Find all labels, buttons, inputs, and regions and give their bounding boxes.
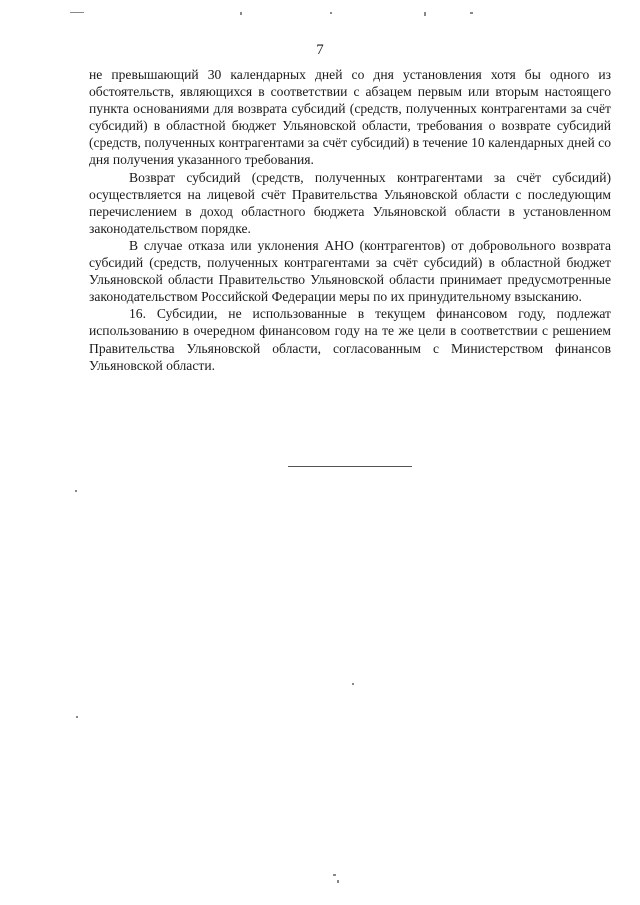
paragraph-continuation: не превышающий 30 календарных дней со дня установления хотя бы одного из обстоятельств, являющихся в соответствии с абзацем первым или вторым настоящего пункта основаниями для возврата субсидий (средств, полученных контрагентами за счёт субсидий) в областной бюджет Ульяновской области, требования о возврате субсидий (средств, полученных контрагентами за счёт субсидий) в течение 10 календарных дней со дня получения указанного требования.	[89, 67, 611, 168]
page-number: 7	[316, 42, 324, 58]
paragraph-refusal: В случае отказа или уклонения АНО (контрагентов) от добровольного возврата субсидий (средств, полученных контрагентами за счёт субсидий) в областной бюджет Ульяновской области Правительство Ульяновской области принимает предусмотренные законодательством Российской Федерации меры по их принудительному взысканию.	[89, 237, 611, 305]
scan-speck	[333, 874, 336, 876]
scan-speck	[470, 12, 473, 14]
paragraph-item-16: 16. Субсидии, не использованные в текущем финансовом году, подлежат использованию в очередном финансовом году на те же цели в соответствии с решением Правительства Ульяновской области, согласованным с Министерством финансов Ульяновской области.	[89, 306, 611, 373]
scan-speck	[70, 12, 84, 13]
scan-speck	[240, 12, 242, 15]
scan-speck	[330, 12, 332, 14]
paragraph-refund-account: Возврат субсидий (средств, полученных контрагентами за счёт субсидий) осуществляется на лицевой счёт Правительства Ульяновской области с последующим перечислением в доход областного бюджета Ульяновской области в установленном законодательством порядке.	[89, 169, 611, 236]
end-separator-line	[288, 466, 412, 467]
document-body	[89, 66, 611, 374]
scan-speck	[76, 716, 78, 718]
scan-speck	[337, 880, 339, 883]
scan-speck	[352, 683, 354, 685]
scan-speck	[424, 12, 426, 16]
scan-speck	[75, 490, 77, 492]
